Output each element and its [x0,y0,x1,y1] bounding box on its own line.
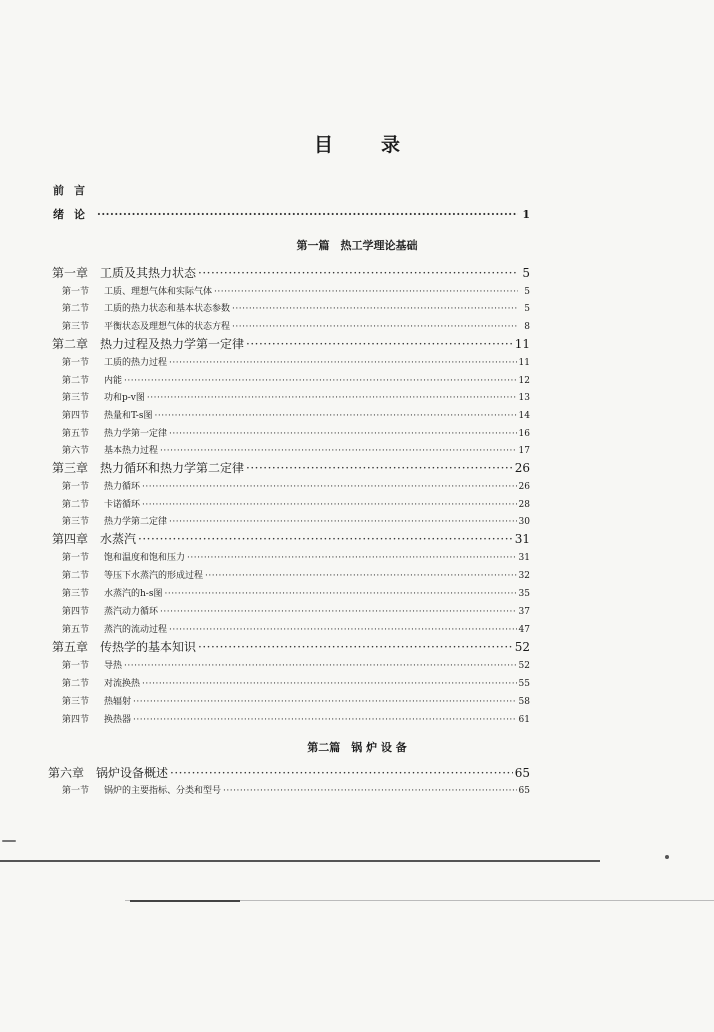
chapter-title: 热力过程及热力学第一定律 [100,337,245,351]
page-title [0,130,714,157]
title-char-right: 录 [381,134,401,156]
section-number: 第三节 [62,322,90,332]
section-number: 第三节 [62,697,90,707]
part-title: 第二篇 锅 炉 设 备 [307,741,407,754]
leader-dots [142,679,517,689]
leader-dots [246,337,513,351]
toc-section[interactable] [62,622,530,635]
section-number: 第六节 [62,446,90,456]
leader-dots [187,553,517,563]
toc-section[interactable] [62,568,530,581]
section-title: 内能 [104,376,123,386]
section-page: 32 [518,571,530,581]
toc-section[interactable] [62,301,530,314]
leader-dots [198,640,513,654]
section-page: 11 [518,358,530,368]
section-page: 17 [518,446,530,456]
toc-section[interactable] [62,712,530,725]
section-title: 工质、理想气体和实际气体 [104,287,213,297]
section-number: 第四节 [62,411,90,421]
leader-dots [155,411,517,421]
chapter-number: 第一章 [52,266,89,280]
section-title: 功和p-v图 [104,393,145,403]
section-title: 饱和温度和饱和压力 [104,553,186,563]
section-page: 58 [518,697,530,707]
section-number: 第一节 [62,358,90,368]
section-number: 第四节 [62,715,90,725]
toc-section[interactable] [62,479,530,492]
chapter-title: 工质及其热力状态 [100,266,197,280]
leader-dots [170,766,513,780]
toc-chapter[interactable] [52,638,530,655]
toc-section[interactable] [62,783,530,796]
chapter-number: 第六章 [48,766,85,780]
section-number: 第一节 [62,287,90,297]
toc-section[interactable] [62,604,530,617]
chapter-number: 第四章 [52,532,89,546]
section-page: 14 [518,411,530,421]
leader-dots [246,461,513,475]
scan-line-artifact [130,900,240,902]
section-page: 31 [518,553,530,563]
leader-dots [164,589,516,599]
toc-section[interactable] [62,586,530,599]
toc-section[interactable] [62,355,530,368]
toc-chapter[interactable] [48,764,530,781]
section-number: 第四节 [62,607,90,617]
section-title: 锅炉的主要指标、分类和型号 [104,786,222,796]
toc-front-preface[interactable] [53,182,530,198]
chapter-page: 11 [514,337,530,351]
toc-section[interactable] [62,514,530,527]
leader-dots [124,661,517,671]
leader-dots [198,266,518,280]
section-title: 工质的热力过程 [104,358,168,368]
leader-dots [232,322,518,332]
leader-dots [169,358,517,368]
section-page: 5 [524,287,530,297]
section-title: 工质的热力状态和基本状态参数 [104,304,231,314]
section-number: 第三节 [62,517,90,527]
leader-dots [169,517,517,527]
toc-front-page: 1 [522,208,530,221]
section-page: 28 [518,500,530,510]
chapter-title: 热力循环和热力学第二定律 [100,461,245,475]
section-title: 热力循环 [104,482,141,492]
leader-dots [97,208,518,221]
chapter-title: 水蒸汽 [100,532,137,546]
toc-section[interactable] [62,426,530,439]
section-number: 第二节 [62,376,90,386]
toc-front-intro[interactable] [53,206,530,222]
section-page: 12 [518,376,530,386]
leader-dots [133,715,517,725]
section-title: 基本热力过程 [104,446,159,456]
toc-section[interactable] [62,373,530,386]
section-page: 47 [518,625,530,635]
chapter-page: 65 [514,766,530,780]
leader-dots [160,446,517,456]
section-number: 第三节 [62,589,90,599]
section-number: 第五节 [62,625,90,635]
toc-front-label: 绪论 [53,208,95,221]
toc-front-label: 前言 [53,184,95,197]
chapter-page: 26 [514,461,530,475]
section-page: 61 [518,715,530,725]
section-page: 13 [518,393,530,403]
section-title: 热力学第一定律 [104,429,168,439]
section-number: 第二节 [62,679,90,689]
leader-dots [205,571,517,581]
section-page: 65 [518,786,530,796]
chapter-page: 31 [514,532,530,546]
toc-section[interactable] [62,443,530,456]
leader-dots [169,429,517,439]
scan-speck [665,855,669,859]
toc-section[interactable] [62,550,530,563]
section-title: 平衡状态及理想气体的状态方程 [104,322,231,332]
section-title: 导热 [104,661,123,671]
section-title: 水蒸汽的h-s图 [104,589,163,599]
leader-dots [232,304,518,314]
leader-dots [124,376,517,386]
toc-chapter[interactable] [52,459,530,476]
toc-chapter[interactable] [52,530,530,547]
scan-line-artifact [0,860,600,862]
section-number: 第一节 [62,661,90,671]
leader-dots [142,482,517,492]
section-title: 换热器 [104,715,132,725]
leader-dots [169,625,517,635]
section-title: 热辐射 [104,697,132,707]
toc-section[interactable] [62,284,530,297]
scan-speck [2,840,16,842]
chapter-page: 5 [522,266,530,280]
toc-section[interactable] [62,676,530,689]
leader-dots [223,786,517,796]
chapter-title: 传热学的基本知识 [100,640,197,654]
toc-section[interactable] [62,497,530,510]
chapter-number: 第二章 [52,337,89,351]
part-title: 第一篇 热工学理论基础 [296,239,418,252]
section-page: 37 [518,607,530,617]
chapter-title: 锅炉设备概述 [96,766,169,780]
leader-dots [142,500,517,510]
section-title: 对流换热 [104,679,141,689]
section-page: 52 [518,661,530,671]
section-number: 第一节 [62,786,90,796]
toc-chapter[interactable] [52,264,530,281]
section-number: 第二节 [62,500,90,510]
section-page: 5 [524,304,530,314]
section-page: 55 [518,679,530,689]
leader-dots [214,287,518,297]
toc-section[interactable] [62,390,530,403]
section-title: 等压下水蒸汽的形成过程 [104,571,204,581]
toc-section[interactable] [62,694,530,707]
leader-dots [147,393,517,403]
title-char-left: 目 [313,134,333,156]
toc-section[interactable] [62,658,530,671]
leader-dots [133,697,517,707]
section-title: 热力学第二定律 [104,517,168,527]
toc-section[interactable] [62,408,530,421]
section-title: 热量和T-s图 [104,411,153,421]
section-number: 第五节 [62,429,90,439]
toc-chapter[interactable] [52,335,530,352]
section-page: 8 [524,322,530,332]
section-number: 第二节 [62,571,90,581]
section-number: 第一节 [62,553,90,563]
section-number: 第一节 [62,482,90,492]
section-title: 蒸汽动力循环 [104,607,159,617]
section-number: 第三节 [62,393,90,403]
section-page: 26 [518,482,530,492]
section-title: 蒸汽的流动过程 [104,625,168,635]
section-number: 第二节 [62,304,90,314]
leader-dots [160,607,517,617]
chapter-number: 第五章 [52,640,89,654]
leader-dots [138,532,513,546]
section-page: 30 [518,517,530,527]
section-title: 卡诺循环 [104,500,141,510]
section-page: 16 [518,429,530,439]
chapter-page: 52 [514,640,530,654]
section-page: 35 [518,589,530,599]
chapter-number: 第三章 [52,461,89,475]
toc-section[interactable] [62,319,530,332]
